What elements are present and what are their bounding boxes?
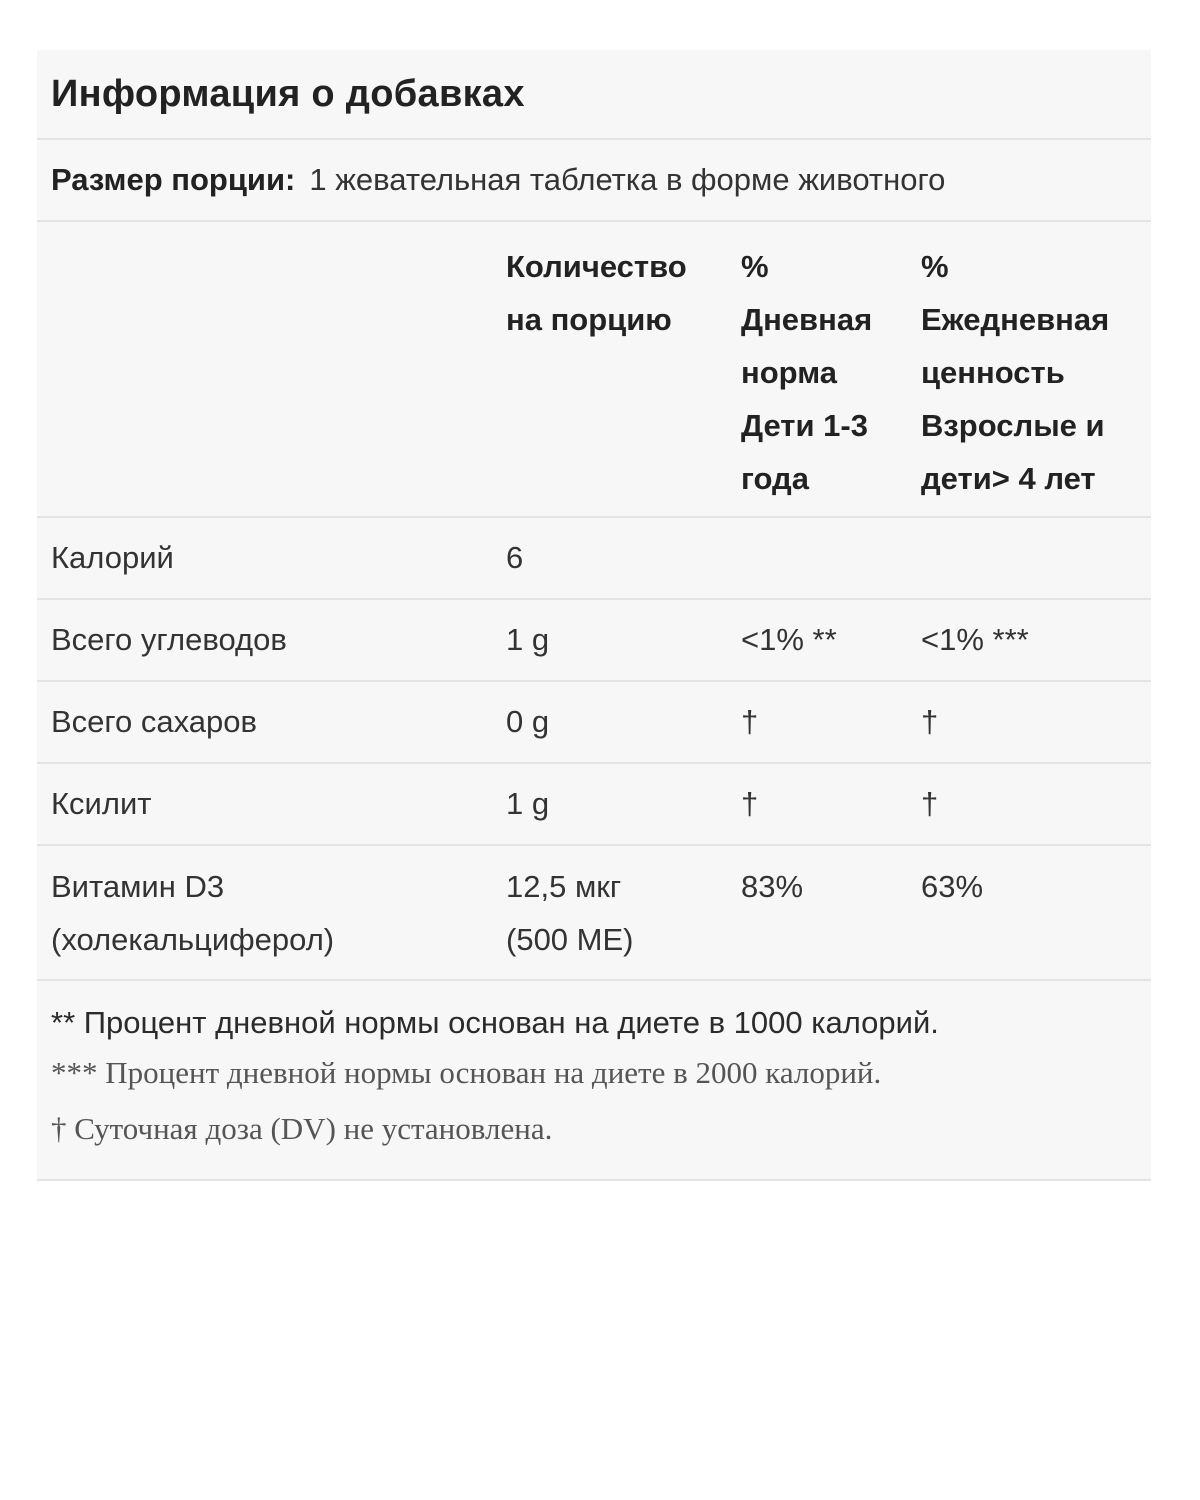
table-row-calories (37, 518, 1151, 600)
table-row-sugars (37, 682, 1151, 764)
row-name: Всего углеводов (51, 622, 287, 657)
footnote-2000-calories: *** Процент дневной нормы основан на диете в 2000 калорий. (51, 1055, 882, 1090)
row-dv-adults: † (921, 704, 939, 739)
row-amount: 12,5 мкг (500 МЕ) (506, 869, 634, 957)
row-name: Всего сахаров (51, 704, 257, 739)
header-name (37, 240, 506, 516)
row-dv-adults: † (921, 786, 939, 821)
row-name: Ксилит (51, 786, 152, 821)
row-dv-children: † (741, 786, 759, 821)
serving-size-label: Размер порции: (51, 162, 296, 197)
table-header-row (37, 222, 1151, 518)
table-row-carbohydrates (37, 600, 1151, 682)
serving-size-row (37, 140, 1151, 222)
row-name: Калорий (51, 540, 174, 575)
footnotes (37, 981, 1151, 1181)
table-row-vitamin-d3 (37, 846, 1151, 981)
footnote-1000-calories: ** Процент дневной нормы основан на диете в 1000 калорий. (51, 1005, 939, 1040)
footnote-dv-not-established: † Суточная доза (DV) не установлена. (51, 1111, 553, 1146)
title-row (37, 50, 1151, 140)
table-row-xylitol (37, 764, 1151, 846)
row-amount: 0 g (506, 704, 550, 739)
row-dv-adults: 63% (921, 869, 984, 904)
row-amount: 1 g (506, 622, 550, 657)
row-amount: 1 g (506, 786, 550, 821)
row-dv-children: 83% (741, 869, 804, 904)
row-dv-children: <1% ** (741, 622, 837, 657)
page-title: Информация о добавках (51, 72, 525, 115)
row-dv-adults: <1% *** (921, 622, 1029, 657)
header-dv-adults: % Ежедневная ценность Взрослые и дети> 4 лет (921, 249, 1110, 496)
row-dv-children: † (741, 704, 759, 739)
row-amount: 6 (506, 540, 524, 575)
row-name: Витамин D3 (холекальциферол) (51, 869, 335, 957)
serving-size-value: 1 жевательная таблетка в форме животного (309, 162, 946, 197)
header-dv-children: % Дневная норма Дети 1-3 года (741, 249, 873, 496)
supplement-facts-panel (37, 50, 1151, 1181)
header-amount: Количество на порцию (506, 249, 687, 337)
